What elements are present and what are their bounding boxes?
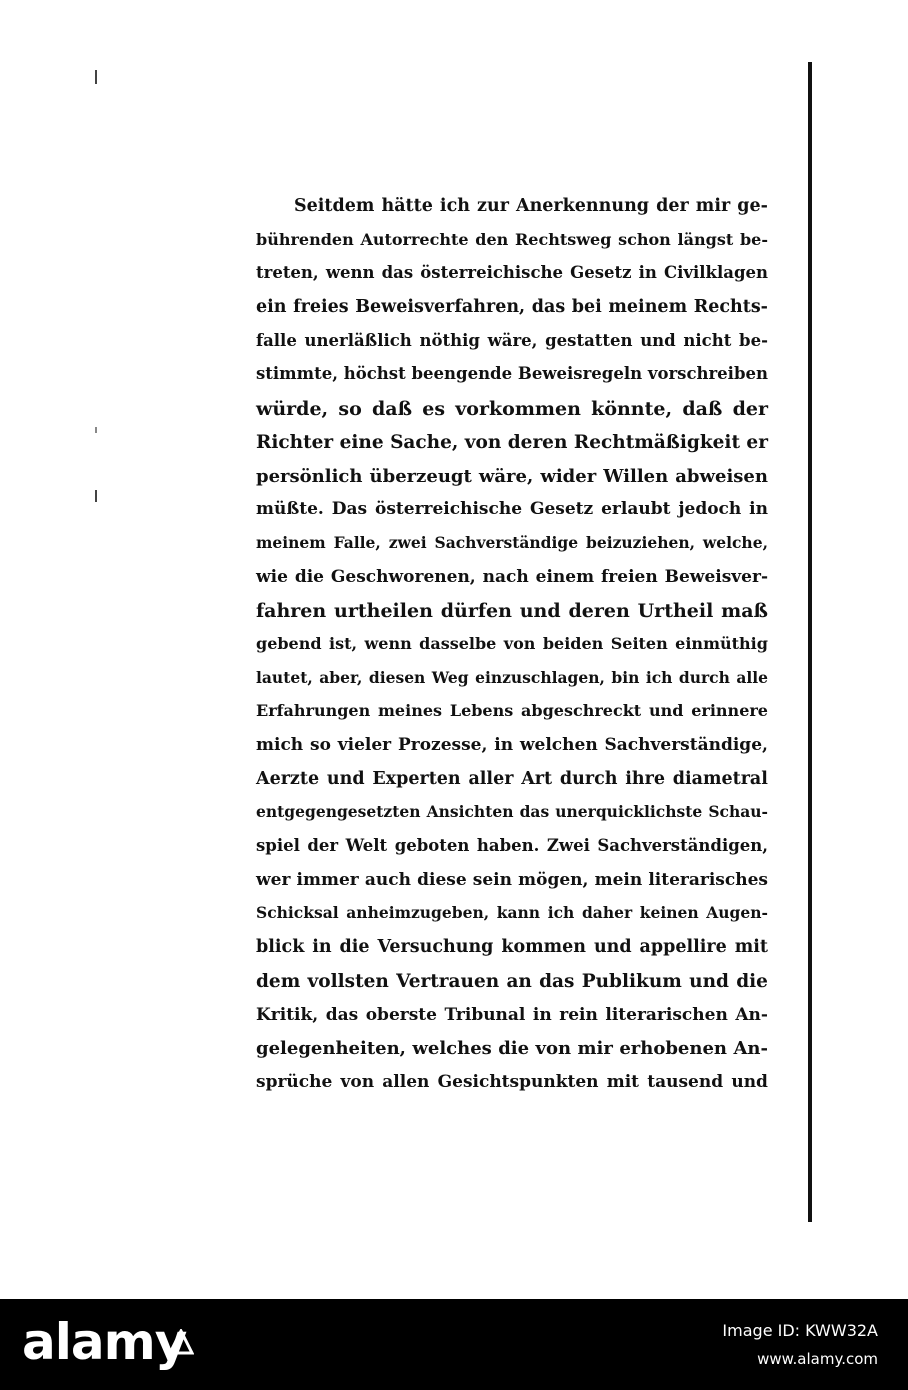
word: einem: [535, 566, 595, 587]
word: mit: [606, 1071, 640, 1092]
word: abweisen: [675, 465, 768, 487]
word: Beweisverfahren,: [355, 297, 526, 318]
text-line: [256, 769, 768, 803]
image-id: Image ID: KWW32A: [722, 1321, 878, 1340]
word: diese: [417, 869, 467, 890]
word: deren: [507, 431, 568, 453]
word: Gesetz: [529, 499, 594, 520]
text-line: [256, 903, 768, 937]
text-line: [256, 600, 768, 634]
word: der: [307, 836, 339, 856]
word: keinen: [639, 903, 699, 923]
word: Ansichten: [426, 802, 514, 822]
word: dasselbe: [419, 633, 497, 653]
word: es: [422, 398, 446, 421]
word: wider: [540, 465, 597, 487]
word: vorschreiben: [647, 364, 768, 384]
text-line: [256, 735, 768, 769]
word: dem: [256, 970, 301, 992]
text-line: [256, 230, 768, 264]
word: geboten: [394, 836, 470, 856]
word: stimmte,: [256, 364, 338, 384]
word: Seiten: [610, 633, 668, 653]
text-line: [256, 533, 768, 567]
word: mögen,: [518, 869, 589, 890]
word: Willen: [603, 465, 669, 487]
word: und: [519, 600, 561, 623]
word: sein: [472, 869, 513, 890]
word: Sachverständigen,: [597, 836, 768, 856]
text-line: [256, 1038, 768, 1072]
margin-mark: [95, 70, 97, 84]
word: Civilklagen: [664, 263, 768, 283]
word: österreichische: [420, 263, 564, 283]
text-line: [256, 937, 768, 971]
word: von: [340, 1071, 375, 1092]
text-line: [256, 870, 768, 904]
text-line: [256, 668, 768, 702]
word: urtheilen: [334, 600, 433, 623]
word: Sache,: [390, 431, 459, 453]
logo-mark-icon: [168, 1329, 194, 1355]
text-line: [256, 263, 768, 297]
word: be-: [739, 330, 768, 350]
word: persönlich: [256, 465, 363, 487]
word: Beweisregeln: [517, 364, 643, 384]
word: schon: [618, 229, 671, 249]
word: Seitdem: [294, 196, 375, 216]
word: Augen-: [706, 903, 768, 923]
text-line: [256, 331, 768, 365]
word: nicht: [683, 330, 732, 350]
word: meines: [378, 701, 443, 721]
word: Richter: [256, 431, 334, 453]
word: Rechtsweg: [515, 229, 612, 249]
word: wäre,: [487, 330, 538, 350]
word: bin: [611, 667, 640, 687]
word: das: [381, 263, 414, 283]
word: die: [498, 1038, 530, 1060]
word: ich: [645, 667, 673, 687]
word: Kritik,: [256, 1004, 319, 1025]
word: erlaubt: [601, 499, 671, 520]
word: kommen: [501, 937, 587, 958]
word: das: [325, 1004, 359, 1025]
word: ge-: [737, 196, 768, 216]
text-line: [256, 196, 768, 230]
word: tausend: [647, 1071, 724, 1092]
text-line: [256, 971, 768, 1005]
word: Versuchung: [377, 937, 494, 958]
word: Rechtmäßigkeit: [573, 431, 740, 453]
word: in: [494, 735, 514, 755]
word: Welt: [345, 836, 388, 856]
word: Falle,: [333, 532, 381, 552]
word: und: [326, 768, 365, 789]
text-line: [256, 466, 768, 500]
word: Rechts-: [693, 297, 768, 318]
word: fahren: [256, 600, 327, 623]
word: lautet,: [256, 667, 313, 687]
margin-mark: [95, 490, 97, 502]
word: und: [689, 970, 729, 992]
word: ein: [256, 297, 287, 318]
word: hätte: [381, 196, 433, 216]
word: aller: [468, 768, 514, 789]
word: oberste: [365, 1004, 437, 1025]
word: müßte.: [256, 499, 324, 520]
word: Tribunal: [444, 1004, 526, 1025]
word: gebend: [256, 633, 322, 653]
word: Sachverständige,: [604, 735, 768, 755]
word: Geschworenen,: [330, 566, 476, 587]
word: auch: [364, 869, 411, 890]
word: in: [749, 499, 768, 520]
word: aber,: [319, 667, 363, 687]
text-line: [256, 1005, 768, 1039]
word: zur: [477, 196, 509, 216]
word: literarisches: [648, 869, 768, 890]
word: überzeugt: [369, 465, 472, 487]
word: längst: [677, 229, 734, 249]
word: bei: [571, 297, 602, 318]
text-line: [256, 1072, 768, 1106]
word: freien: [600, 566, 658, 587]
word: an: [506, 970, 532, 992]
word: welches: [412, 1038, 492, 1060]
word: ihre: [625, 768, 665, 789]
word: Prozesse,: [397, 735, 488, 755]
source-url: www.alamy.com: [757, 1350, 878, 1368]
word: mir: [695, 196, 731, 216]
word: sprüche: [256, 1071, 333, 1092]
word: nöthig: [419, 330, 480, 350]
text-line: [256, 836, 768, 870]
word: beengende: [411, 364, 513, 384]
word: kann: [496, 903, 541, 923]
word: treten,: [256, 263, 319, 283]
word: jedoch: [678, 499, 742, 520]
word: durch: [559, 768, 618, 789]
word: falle: [256, 330, 297, 350]
word: von: [535, 1038, 572, 1060]
word: wäre,: [478, 465, 534, 487]
text-line: [256, 398, 768, 432]
word: in: [638, 263, 657, 283]
word: bührenden: [256, 229, 354, 249]
page-edge-rule: [808, 62, 812, 1222]
text-line: [256, 701, 768, 735]
text-line: [256, 364, 768, 398]
brand-logo: alamy: [22, 1313, 187, 1371]
word: und: [593, 937, 632, 958]
word: ich: [547, 903, 575, 923]
word: Anerkennung: [516, 196, 650, 216]
word: Erfahrungen: [256, 701, 371, 721]
word: das: [531, 297, 566, 318]
word: nach: [482, 566, 529, 587]
word: von: [503, 633, 536, 653]
word: einmüthig: [675, 633, 768, 653]
word: höchst: [343, 364, 406, 384]
word: die: [294, 566, 324, 587]
word: maß: [721, 600, 768, 623]
word: daß: [371, 398, 413, 421]
word: daher: [581, 903, 633, 923]
word: diametral: [672, 768, 768, 789]
word: die: [736, 970, 768, 992]
word: Art: [521, 768, 553, 789]
word: österreichische: [375, 499, 523, 520]
word: in: [312, 937, 332, 958]
word: welche,: [702, 532, 768, 552]
word: abgeschreckt: [521, 701, 642, 721]
word: appellire: [639, 937, 727, 958]
word: entgegengesetzten: [256, 802, 421, 822]
word: Beweisver-: [664, 566, 768, 587]
word: ich: [439, 196, 470, 216]
word: unerläßlich: [304, 330, 412, 350]
word: Urtheil: [637, 600, 714, 623]
word: An-: [733, 1038, 768, 1060]
text-line: [256, 297, 768, 331]
word: blick: [256, 937, 305, 958]
word: meinem: [608, 297, 688, 318]
word: von: [464, 431, 502, 453]
word: Das: [331, 499, 368, 520]
word: Lebens: [449, 701, 514, 721]
word: Gesichtspunkten: [437, 1071, 599, 1092]
word: erinnere: [691, 701, 768, 721]
word: wie: [256, 566, 288, 587]
text-line: [256, 432, 768, 466]
word: und: [731, 1071, 768, 1092]
word: so: [310, 735, 331, 755]
word: so: [338, 398, 362, 421]
text-line: [256, 802, 768, 836]
word: ist,: [329, 633, 358, 653]
word: durch: [678, 667, 730, 687]
word: könnte,: [591, 398, 673, 421]
word: Sachverständige: [434, 532, 579, 552]
word: dürfen: [440, 600, 512, 623]
word: mich: [256, 735, 304, 755]
word: unerquicklichste: [555, 802, 703, 822]
word: die: [339, 937, 370, 958]
word: wenn: [325, 263, 375, 283]
word: mein: [594, 869, 643, 890]
stock-watermark-bar: [0, 1299, 908, 1390]
word: und: [648, 701, 684, 721]
word: literarischen: [605, 1004, 728, 1025]
word: mit: [734, 937, 768, 958]
word: der: [656, 196, 689, 216]
word: gestatten: [545, 330, 633, 350]
word: er: [746, 431, 768, 453]
word: gelegenheiten,: [256, 1038, 406, 1060]
word: welchen: [519, 735, 598, 755]
word: Schau-: [708, 802, 768, 822]
word: in: [532, 1004, 552, 1025]
word: anheimzugeben,: [346, 903, 490, 923]
word: An-: [735, 1004, 768, 1025]
word: das: [539, 970, 575, 992]
text-line: [256, 567, 768, 601]
word: freies: [293, 297, 349, 318]
word: be-: [739, 229, 768, 249]
word: Autorrechte: [360, 229, 469, 249]
word: zwei: [388, 532, 427, 552]
word: Vertrauen: [396, 970, 500, 992]
word: Weg: [431, 667, 469, 687]
word: erhobenen: [619, 1038, 728, 1060]
word: beiden: [542, 633, 604, 653]
image-code: [722, 1321, 878, 1368]
word: Aerzte: [256, 768, 320, 789]
word: Gesetz: [570, 263, 632, 283]
word: Zwei: [546, 836, 590, 856]
word: Experten: [372, 768, 461, 789]
word: der: [732, 398, 768, 421]
text-line: [256, 499, 768, 533]
word: daß: [682, 398, 723, 421]
word: würde,: [256, 398, 329, 421]
word: immer: [296, 869, 359, 890]
word: wer: [256, 869, 291, 890]
word: Schicksal: [256, 903, 339, 923]
word: meinem: [256, 532, 326, 552]
word: allen: [382, 1071, 430, 1092]
word: alle: [736, 667, 768, 687]
word: eine: [339, 431, 384, 453]
word: einzuschlagen,: [475, 667, 605, 687]
margin-mark: [95, 427, 97, 433]
word: vollsten: [307, 970, 389, 992]
word: rein: [559, 1004, 598, 1025]
text-line: [256, 634, 768, 668]
body-text: [256, 196, 768, 1106]
word: das: [519, 802, 550, 822]
word: den: [475, 229, 509, 249]
word: und: [640, 330, 676, 350]
word: diesen: [368, 667, 426, 687]
word: vorkommen: [455, 398, 581, 421]
word: wenn: [364, 633, 412, 653]
word: spiel: [256, 836, 300, 856]
word: mir: [577, 1038, 613, 1060]
word: Publikum: [581, 970, 682, 992]
word: beizuziehen,: [586, 532, 696, 552]
word: vieler: [337, 735, 392, 755]
word: deren: [568, 600, 630, 623]
word: haben.: [476, 836, 540, 856]
